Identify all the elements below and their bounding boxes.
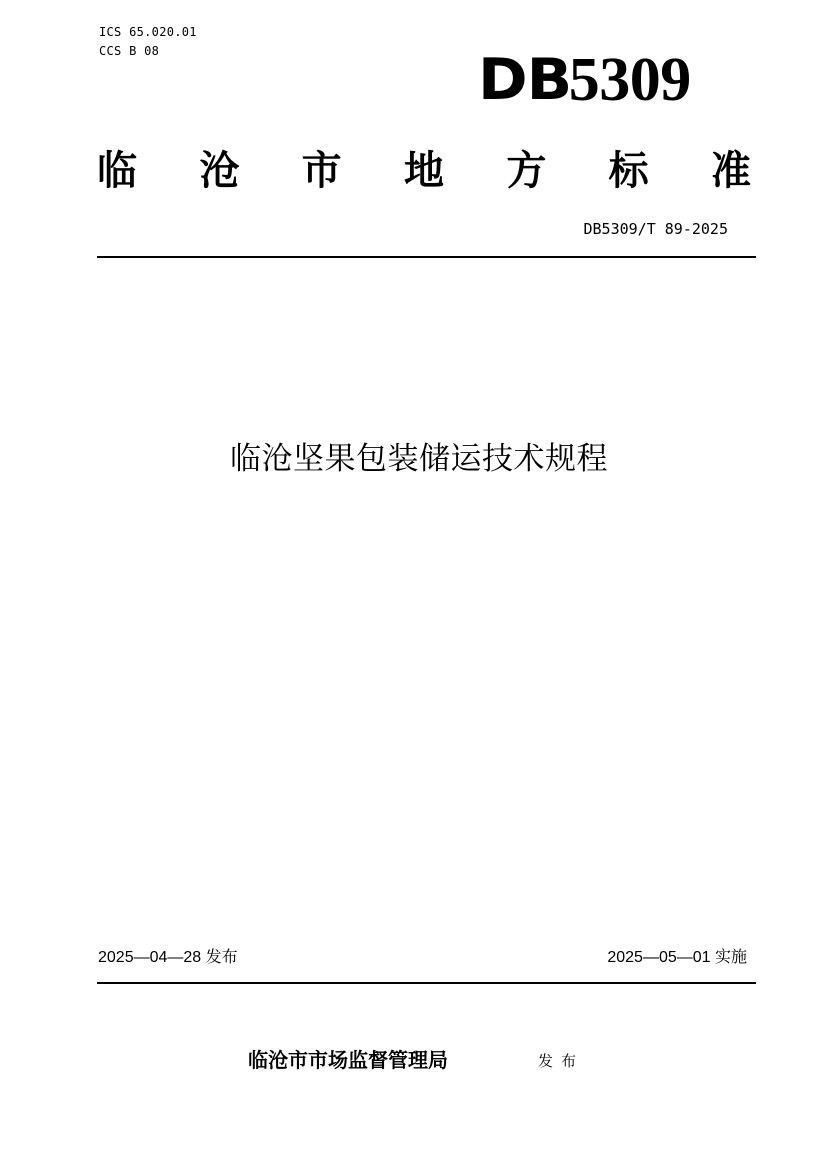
ics-code: ICS 65.020.01 xyxy=(99,25,197,39)
standard-type-heading xyxy=(97,140,751,202)
standard-type-char: 临 xyxy=(97,148,137,194)
publish-label: 发布 xyxy=(538,1052,585,1070)
standard-number: DB5309/T 89-2025 xyxy=(583,220,728,238)
standard-type-char: 沧 xyxy=(199,148,240,194)
db-standard-logo xyxy=(478,40,691,114)
standard-type-char: 标 xyxy=(608,148,649,194)
implementation-date: 2025—05—01 实施 xyxy=(607,949,747,966)
ccs-code: CCS B 08 xyxy=(99,44,160,58)
publisher-name: 临沧市市场监督管理局 xyxy=(248,1048,448,1072)
top-divider xyxy=(97,256,756,258)
issue-date: 2025—04—28 发布 xyxy=(98,949,238,966)
standard-type-char: 方 xyxy=(506,148,547,194)
standard-type-char: 准 xyxy=(710,148,751,194)
db-region-number: 5309 xyxy=(568,46,691,114)
standard-type-char: 地 xyxy=(403,148,444,194)
standard-type-char: 市 xyxy=(301,148,342,194)
document-title: 临沧坚果包装储运技术规程 xyxy=(230,441,608,477)
db-prefix: DB xyxy=(478,47,572,113)
bottom-divider xyxy=(97,982,756,984)
